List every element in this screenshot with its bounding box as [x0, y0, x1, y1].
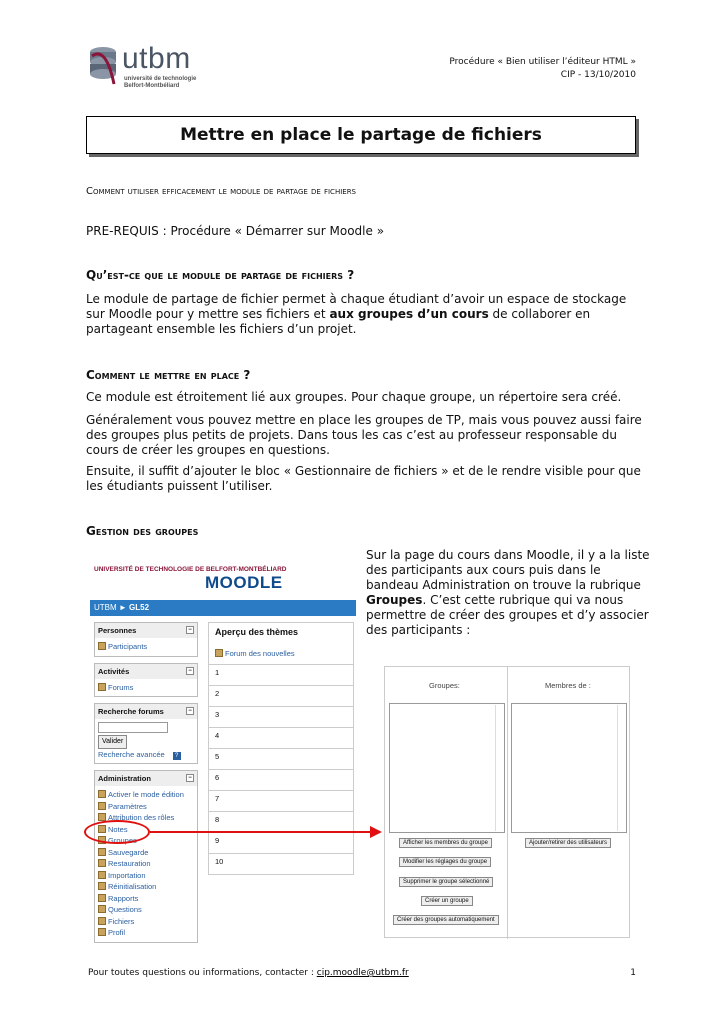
validate-button[interactable]: Valider [98, 735, 127, 749]
what-text-a: Le module de partage de fichier permet à chaque étudiant d’avoir un espace de stockage sur Moodle pour y mettre ses fichiers et [86, 292, 627, 321]
logo-subtitle-1: université de technologie [124, 76, 197, 82]
files-icon [98, 917, 106, 925]
prerequisites: PRE-REQUIS : Procédure « Démarrer sur Moodle » [86, 224, 385, 238]
news-row [208, 641, 354, 665]
moodle-screenshot [90, 562, 356, 937]
paragraph-what [86, 292, 646, 337]
logo-subtitle-2: Belfort-Montbéliard [124, 83, 180, 89]
topic-row: 10 [208, 854, 354, 875]
utbm-logo [88, 42, 218, 92]
add-remove-users-button[interactable]: Ajouter/retirer des utilisateurs [525, 838, 611, 848]
advanced-search-link[interactable]: Recherche avancée [98, 749, 165, 759]
nav-home-link[interactable]: UTBM [94, 603, 117, 612]
groups-label: Groupes: [429, 681, 460, 690]
moodle-navbar [90, 600, 356, 616]
highlight-circle [84, 820, 150, 844]
admin-item[interactable]: Restauration [98, 858, 194, 870]
reset-icon [98, 882, 106, 890]
section-heading-groups: Gestion des groupes [86, 524, 199, 538]
groups-text-bold: Groupes [366, 593, 423, 607]
title-box [86, 116, 636, 154]
block-administration [94, 770, 198, 943]
topic-row: 2 [208, 686, 354, 707]
section-heading-how: Comment le mettre en place ? [86, 368, 251, 382]
nav-course-link[interactable]: ► GL52 [118, 603, 150, 612]
moodle-main [208, 622, 354, 875]
admin-item[interactable]: Paramètres [98, 801, 194, 813]
moodle-brand: MOODLE [205, 573, 283, 592]
modify-group-button[interactable]: Modifier les réglages du groupe [399, 857, 491, 867]
collapse-icon[interactable]: − [186, 626, 194, 634]
profile-icon [98, 928, 106, 936]
topic-row: 3 [208, 707, 354, 728]
admin-item[interactable]: Fichiers [98, 916, 194, 928]
reports-icon [98, 894, 106, 902]
what-text-bold: aux groupes d’un cours [329, 307, 489, 321]
members-label: Membres de : [545, 681, 591, 690]
scrollbar[interactable] [495, 705, 503, 831]
panel-divider [507, 667, 508, 939]
section-heading-what: Qu’est-ce que le module de partage de fichiers ? [86, 268, 355, 282]
collapse-icon[interactable]: − [186, 707, 194, 715]
admin-item[interactable]: Notes [98, 824, 194, 836]
groups-explanation [366, 548, 656, 638]
help-icon[interactable]: ? [173, 752, 181, 760]
show-members-button[interactable]: Afficher les membres du groupe [399, 838, 492, 848]
footer-contact-text: Pour toutes questions ou informations, contacter : [88, 968, 317, 978]
paragraph-how-1: Ce module est étroitement lié aux groupes. Pour chaque groupe, un répertoire sera créé. [86, 390, 622, 404]
block-recherche [94, 703, 198, 764]
admin-item[interactable]: Importation [98, 870, 194, 882]
block-activites-title: Activités [98, 666, 130, 676]
groups-panel [384, 666, 630, 938]
block-administration-title: Administration [98, 774, 151, 783]
forum-icon [98, 683, 106, 691]
procedure-line: Procédure « Bien utiliser l’éditeur HTML » [449, 57, 636, 67]
cip-date-line: CIP - 13/10/2010 [560, 70, 636, 80]
groups-listbox[interactable] [389, 703, 505, 833]
topics-heading: Aperçu des thèmes [208, 622, 354, 641]
moodle-sidebar [94, 622, 198, 949]
auto-create-groups-button[interactable]: Créer des groupes automatiquement [393, 915, 499, 925]
groups-text-a: Sur la page du cours dans Moodle, il y a la liste des participants aux cours puis dans le bandeau Administration on trouve la rubrique [366, 548, 650, 592]
groups-text-b: . C’est cette rubrique qui va nous permettre de créer des groupes et d’y associer des participants : [366, 593, 649, 637]
paragraph-how-3: Ensuite, il suffit d’ajouter le bloc « Gestionnaire de fichiers » et de le rendre visible pour que les étudiants puissent l’utiliser. [86, 464, 641, 493]
block-recherche-title: Recherche forums [98, 707, 164, 716]
participants-link[interactable]: Participants [108, 642, 148, 651]
scrollbar[interactable] [617, 705, 625, 831]
admin-item[interactable]: Rapports [98, 893, 194, 905]
news-forum-link[interactable]: Forum des nouvelles [225, 649, 295, 658]
topic-row: 5 [208, 749, 354, 770]
moodle-university: UNIVERSITÉ DE TECHNOLOGIE DE BELFORT-MONTBÉLIARD [94, 566, 287, 573]
paragraph-how-2: Généralement vous pouvez mettre en place les groupes de TP, mais vous pouvez aussi faire des groupes plus petits de projets. Dans tous les cas c’est au professeur responsable du cours de créer les groupes en questions. [86, 413, 642, 457]
collapse-icon[interactable]: − [186, 774, 194, 782]
block-personnes [94, 622, 198, 657]
header-info [449, 56, 636, 82]
what-text-b: de collaborer en partageant ensemble les fichiers d’un projet. [86, 307, 591, 336]
logo-word: utbm [122, 42, 191, 75]
topic-row: 8 [208, 812, 354, 833]
edit-icon [98, 790, 106, 798]
topic-row: 7 [208, 791, 354, 812]
footer-contact [88, 968, 409, 978]
forum-search-input[interactable] [98, 722, 168, 733]
collapse-icon[interactable]: − [186, 667, 194, 675]
settings-icon [98, 802, 106, 810]
restore-icon [98, 859, 106, 867]
document-subtitle: Comment utiliser efficacement le module de partage de fichiers [86, 186, 357, 197]
admin-item[interactable]: Attribution des rôles [98, 812, 194, 824]
admin-item[interactable]: Sauvegarde [98, 847, 194, 859]
import-icon [98, 871, 106, 879]
block-personnes-title: Personnes [98, 626, 137, 635]
arrow-right-icon [370, 826, 382, 838]
members-listbox[interactable] [511, 703, 627, 833]
create-group-button[interactable]: Créer un groupe [421, 896, 473, 906]
admin-item[interactable]: Activer le mode édition [98, 789, 194, 801]
page-title: Mettre en place le partage de fichiers [180, 125, 542, 145]
questions-icon [98, 905, 106, 913]
users-icon [98, 642, 106, 650]
backup-icon [98, 848, 106, 856]
contact-email-link[interactable]: cip.moodle@utbm.fr [316, 968, 409, 978]
topic-row: 1 [208, 665, 354, 686]
database-logo-icon [88, 44, 118, 92]
forum-icon [215, 649, 223, 657]
topic-row: 6 [208, 770, 354, 791]
admin-item[interactable]: Profil [98, 927, 194, 939]
admin-item[interactable]: Questions [98, 904, 194, 916]
topic-row: 9 [208, 833, 354, 854]
page-number: 1 [630, 968, 636, 978]
forums-link[interactable]: Forums [108, 682, 134, 692]
delete-group-button[interactable]: Supprimer le groupe sélectionné [399, 877, 493, 887]
admin-item[interactable]: Réinitialisation [98, 881, 194, 893]
topic-row: 4 [208, 728, 354, 749]
block-activites [94, 663, 198, 698]
admin-item-groupes[interactable]: Groupes [98, 835, 194, 847]
annotation-arrow-line [150, 831, 372, 833]
